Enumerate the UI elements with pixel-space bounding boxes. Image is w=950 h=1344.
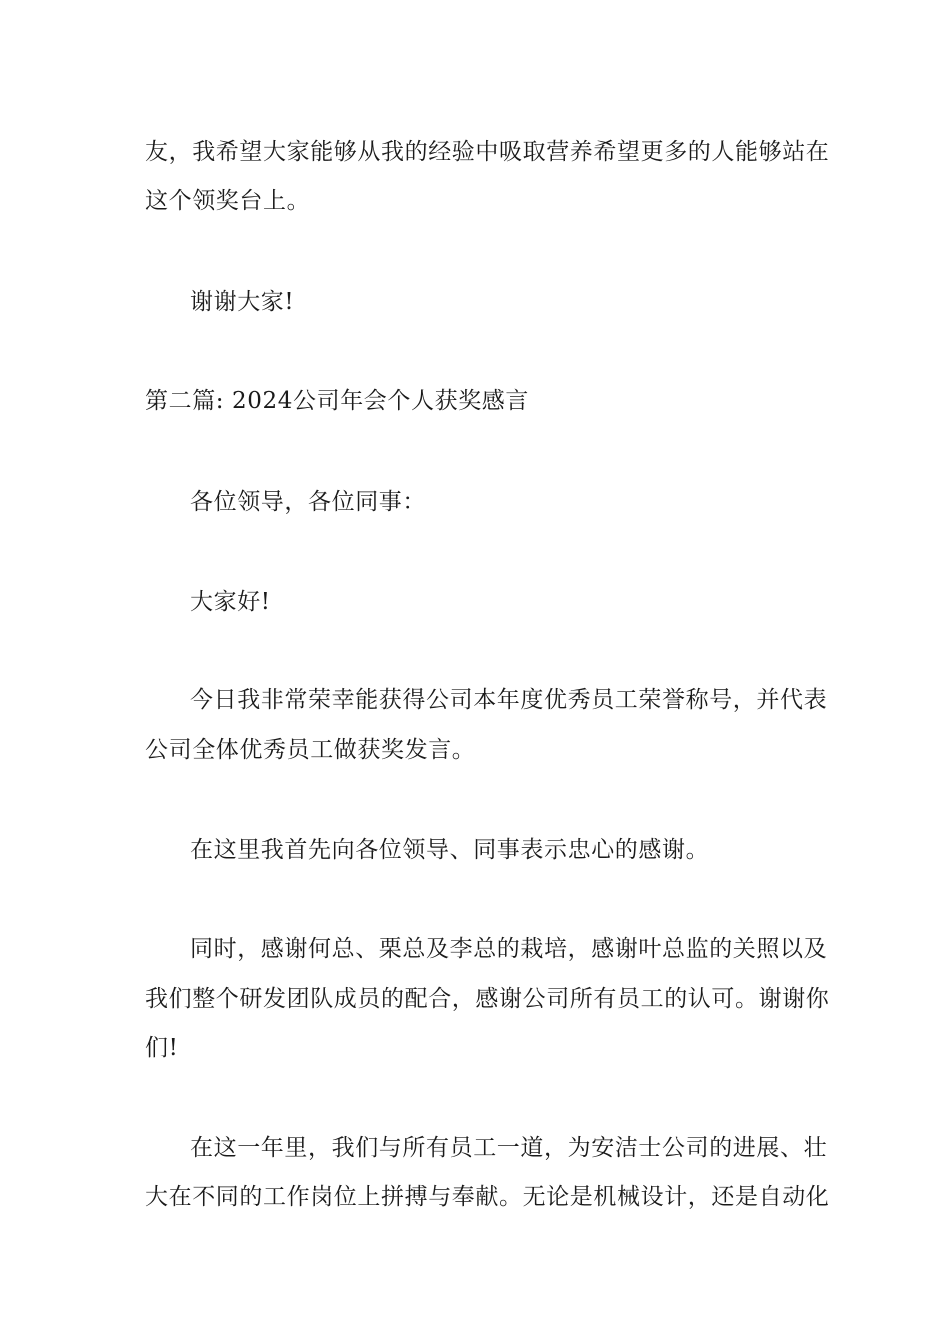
paragraph-line: 友，我希望大家能够从我的经验中吸取营养希望更多的人能够站在 [145, 139, 830, 165]
paragraph-line: 在这里我首先向各位领导、同事表示忠心的感谢。 [190, 837, 710, 863]
paragraph-line: 我们整个研发团队成员的配合，感谢公司所有员工的认可。谢谢你 [145, 986, 830, 1012]
paragraph-line: 们! [145, 1035, 179, 1061]
paragraph-line: 这个领奖台上。 [145, 188, 311, 214]
paragraph-line: 今日我非常荣幸能获得公司本年度优秀员工荣誉称号，并代表 [190, 687, 828, 713]
paragraph-line: 在这一年里，我们与所有员工一道，为安洁士公司的进展、壮 [190, 1135, 828, 1161]
section-heading: 第二篇: 2024公司年会个人获奖感言 [145, 388, 529, 414]
paragraph-line: 公司全体优秀员工做获奖发言。 [145, 737, 476, 763]
paragraph-line: 大在不同的工作岗位上拼搏与奉献。无论是机械设计，还是自动化 [145, 1184, 830, 1210]
salutation: 各位领导，各位同事： [190, 489, 426, 515]
paragraph-line: 同时，感谢何总、栗总及李总的栽培，感谢叶总监的关照以及 [190, 936, 828, 962]
closing-line: 谢谢大家! [190, 289, 295, 315]
greeting: 大家好! [190, 589, 271, 615]
